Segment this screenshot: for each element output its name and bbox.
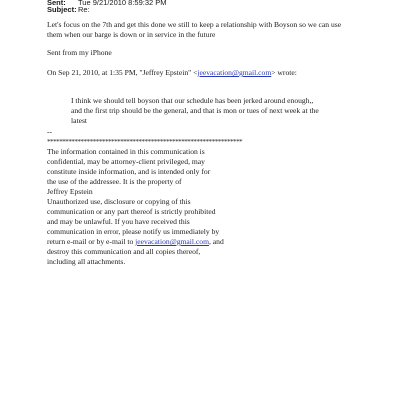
disclaimer-line: destroy this communication and all copies thereof,: [47, 247, 201, 256]
quote-attribution: [47, 68, 297, 78]
disclaimer-line: Jeffrey Epstein: [47, 187, 93, 196]
disclaimer-line: including all attachments.: [47, 257, 126, 266]
sent-value: Tue 9/21/2010 8:59:32 PM: [78, 0, 167, 7]
message-body-line: Let's focus on the 7th and get this done we still to keep a relationship with Boyson so we can use: [47, 20, 342, 29]
disclaimer-line: communication or any part thereof is strictly prohibited: [47, 207, 216, 216]
attribution-prefix: On Sep 21, 2010, at 1:35 PM, "Jeffrey Epstein" <: [47, 68, 198, 77]
message-body: [47, 20, 341, 40]
disclaimer-line: the use of the addressee. It is the property of: [47, 177, 182, 186]
email-line-prefix: return e-mail or by e-mail to: [47, 237, 136, 246]
sent-label: Sent:: [47, 0, 66, 7]
disclaimer-email-link[interactable]: jeevacation@gmail.com: [135, 237, 209, 246]
subject-header-row: [47, 5, 90, 14]
quoted-line: latest: [71, 116, 88, 125]
signature-separator: --: [47, 127, 53, 136]
signature: Sent from my iPhone: [47, 48, 112, 57]
subject-label: Subject:: [47, 5, 77, 14]
star-divider: ****************************************************************: [47, 138, 243, 146]
message-body-line: them when our barge is down or in service in the future: [47, 30, 216, 39]
disclaimer-line: The information contained in this communication is: [47, 147, 205, 156]
disclaimer-email-line: [47, 237, 224, 247]
email-line-suffix: , and: [208, 237, 224, 246]
attribution-email-link[interactable]: jeevacation@gmail.com: [197, 68, 272, 77]
quoted-line: and the first trip should be the general, and that is mon or tues of next week at the: [71, 106, 319, 115]
disclaimer-line: communication in error, please notify us immediately by: [47, 227, 220, 236]
disclaimer-line: Unauthorized use, disclosure or copying of this: [47, 197, 191, 206]
attribution-suffix: > wrote:: [271, 68, 297, 77]
disclaimer-line: and may be unlawful. If you have received this: [47, 217, 190, 226]
quoted-line: I think we should tell boyson that our schedule has been jerked around enough,,: [71, 96, 314, 105]
disclaimer-line: confidential, may be attorney-client privileged, may: [47, 157, 205, 166]
subject-value: Re:: [78, 5, 90, 14]
disclaimer-line: constitute inside information, and is intended only for: [47, 167, 211, 176]
confidentiality-disclaimer: [47, 147, 224, 267]
quoted-message: [71, 96, 319, 126]
